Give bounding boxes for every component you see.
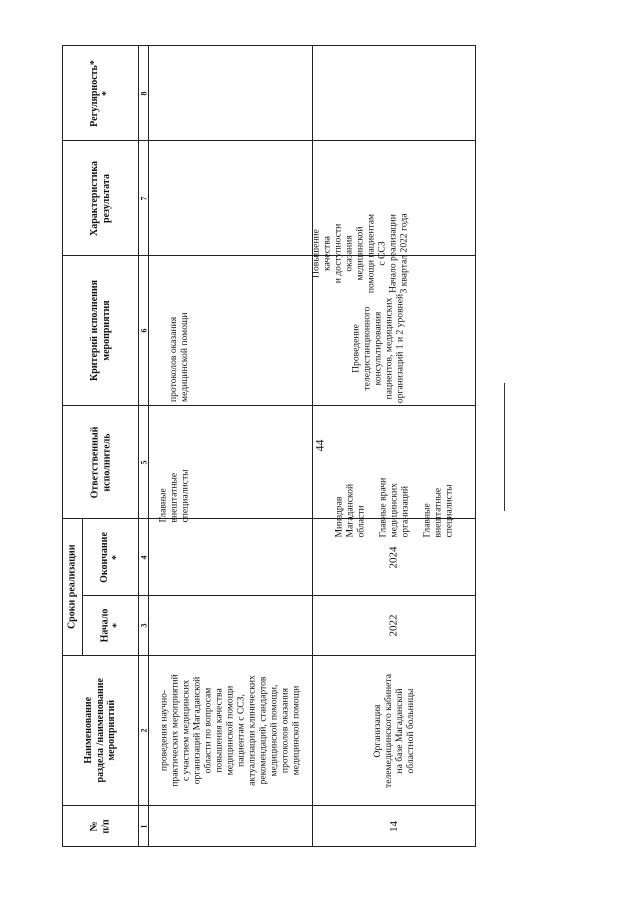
header-result: Характеристика результата (88, 160, 112, 236)
row-cont-num (149, 806, 312, 846)
header-responsible: Ответственный исполнитель (88, 426, 112, 498)
row-cont-responsible: Главные внештатные специалисты (157, 469, 191, 523)
row-cont-result (149, 141, 312, 255)
col-number-5: 5 (139, 460, 148, 464)
header-regularity: Регулярность* * (88, 59, 112, 127)
measures-table (62, 45, 476, 847)
row-cont-end (149, 519, 312, 595)
row-14-start: 2022 (387, 614, 400, 637)
table-border-bottom (62, 846, 476, 847)
footnote-rule (504, 383, 505, 511)
row-14-num: 14 (387, 820, 400, 832)
header-name: Наименование раздела /наименование мероприятий (83, 678, 118, 783)
row-14-criteria: Проведение теледистанционного консультирования пациентов, медицинских организаций 1 и 2 уровней (350, 293, 406, 404)
row-14-responsible: Минздрав Магаданской области Главные врачи медицинских организаций Главные внештатные специалисты (333, 477, 455, 537)
header-sroki-group: Сроки реализации (66, 544, 78, 630)
row-14-result: Повышение качества и доступности оказания медицинской помощи пациентам с ССЗ Начало реализации 3 квартал 2022 года (310, 213, 410, 294)
col-number-6: 6 (139, 328, 148, 333)
col-number-7: 7 (139, 196, 148, 200)
row-14-end: 2024 (387, 546, 400, 568)
col-number-2: 2 (139, 728, 148, 733)
header-start: Начало * (99, 608, 122, 643)
row-14-name: Организация телемедицинского кабинета на базе Магаданской областной больницы (372, 673, 416, 788)
col-number-4: 4 (139, 555, 148, 559)
row-14-regularity (313, 46, 475, 140)
row-cont-start (149, 596, 312, 655)
col-number-3: 3 (139, 623, 148, 628)
header-end: Окончание * (99, 531, 122, 583)
row-cont-name: проведения научно- практических мероприятий с участием медицинских организаций Магаданской области по вопросам повышения качества медицинской помощи пациентам с ССЗ, актуализации клинических рекомендаций, стандартов медицинской помощи, протоколов оказания медицинской помощи (158, 674, 302, 787)
page-number: 44 (312, 439, 327, 451)
header-criteria: Критерий исполнения мероприятия (89, 279, 112, 382)
table-border-right (475, 45, 476, 847)
header-num: № п/п (89, 818, 112, 834)
col-number-1: 1 (139, 824, 148, 828)
col-number-8: 8 (139, 91, 148, 95)
row-cont-regularity (149, 46, 312, 140)
row-cont-criteria: протоколов оказания медицинской помощи (168, 312, 190, 402)
